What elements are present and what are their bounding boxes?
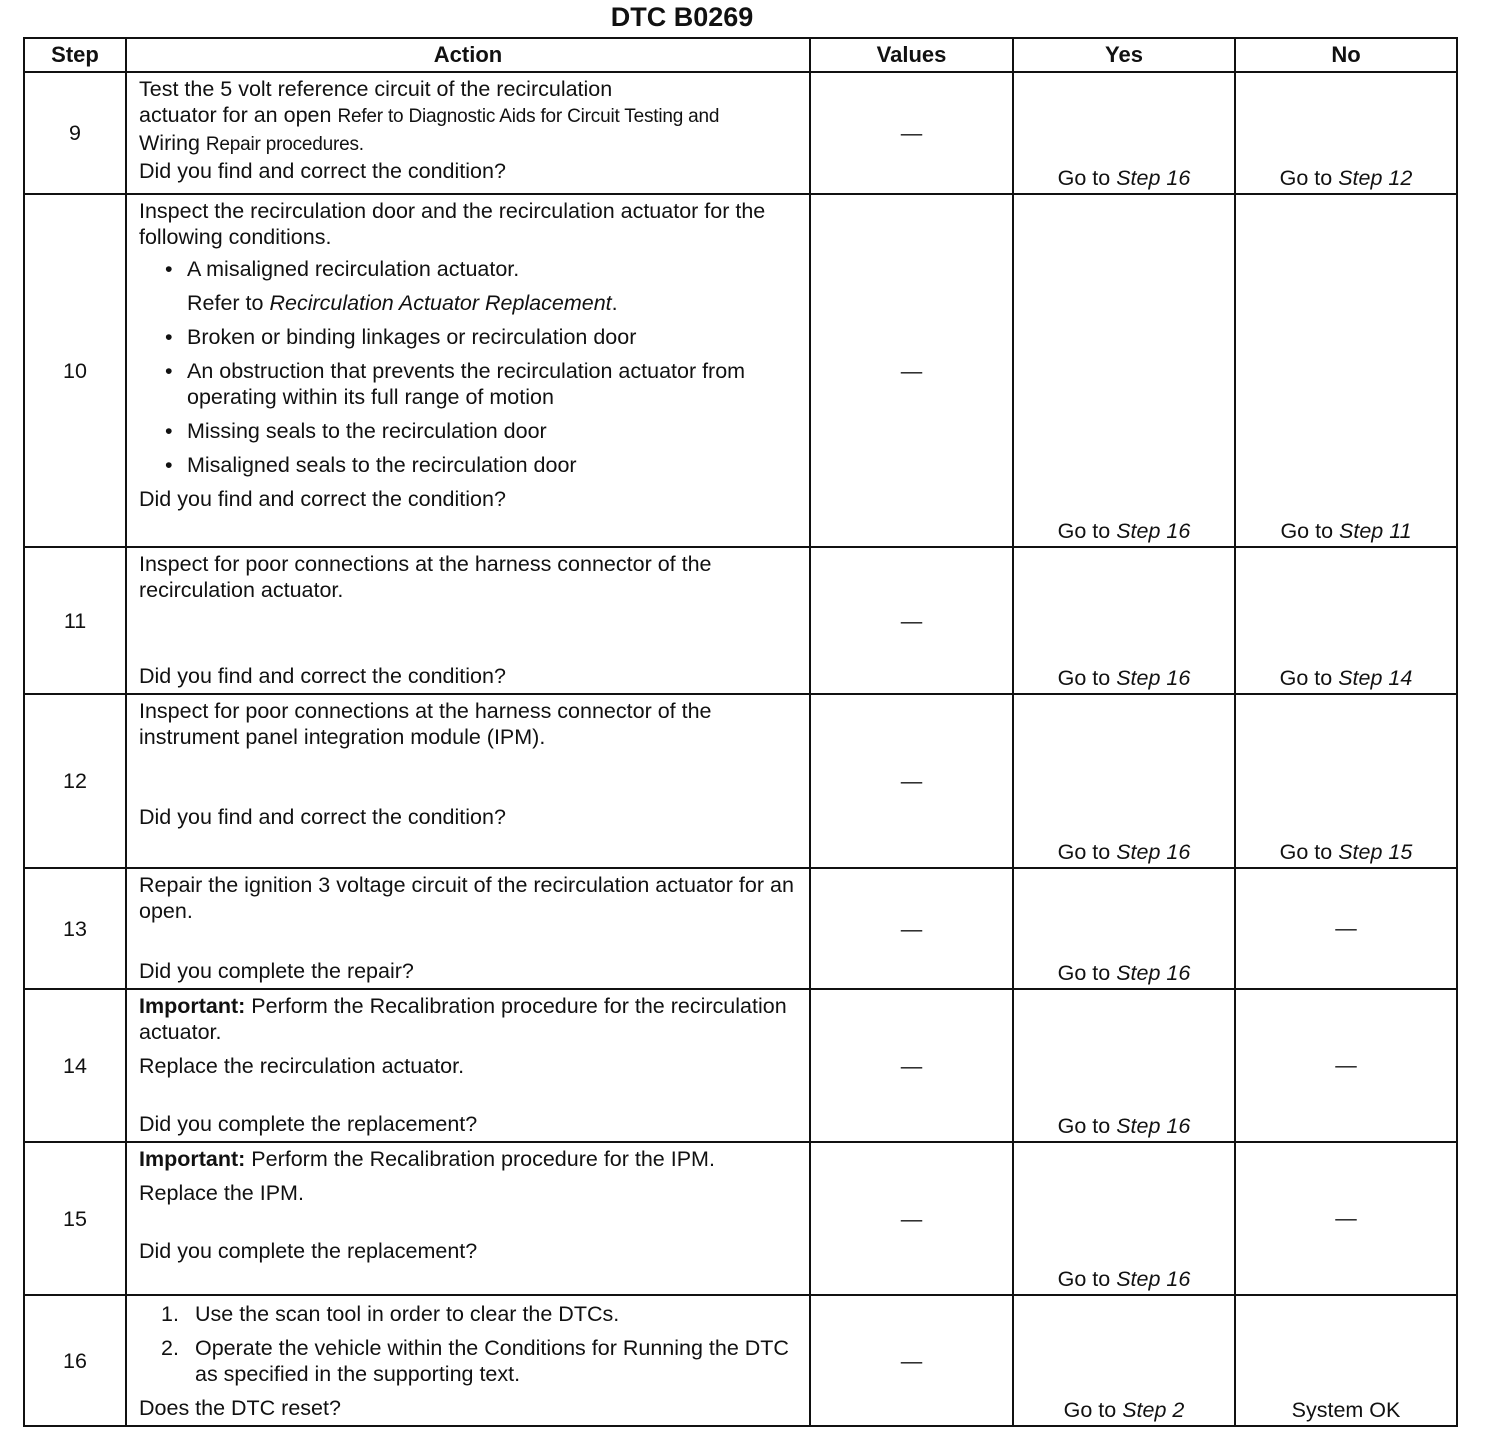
- action-text: actuator for an open: [139, 103, 332, 127]
- header-no: No: [1235, 38, 1457, 72]
- action-question: Does the DTC reset?: [139, 1396, 341, 1420]
- step-number: 16: [24, 1295, 126, 1426]
- header-action: Action: [126, 38, 810, 72]
- step-number: 11: [24, 547, 126, 694]
- procedure-list: [139, 1301, 803, 1387]
- action-question: Did you find and correct the condition?: [139, 664, 506, 688]
- yes-cell: [1013, 72, 1235, 194]
- goto-label: Go to: [1279, 666, 1333, 690]
- goto-step-ref: Step 12: [1338, 166, 1413, 190]
- goto-step-ref: Step 16: [1116, 840, 1191, 864]
- reference-title: Recirculation Actuator Replacement: [269, 291, 612, 315]
- action-text: Wiring: [139, 131, 200, 155]
- yes-cell: [1013, 1295, 1235, 1426]
- action-question: Did you find and correct the condition?: [139, 805, 506, 829]
- goto-label: Go to: [1280, 519, 1334, 543]
- values-cell: —: [810, 694, 1013, 868]
- goto-step-ref: Step 16: [1116, 519, 1191, 543]
- action-cell: [126, 194, 810, 547]
- action-text: Inspect for poor connections at the harness connector of the recirculation actuator.: [139, 552, 712, 602]
- list-item: • Broken or binding linkages or recirculation door: [161, 324, 803, 350]
- list-item: 1. Use the scan tool in order to clear the DTCs.: [161, 1302, 620, 1326]
- goto-step-ref: Step 16: [1116, 961, 1191, 985]
- header-yes: Yes: [1013, 38, 1235, 72]
- values-cell: —: [810, 194, 1013, 547]
- no-cell: —: [1235, 989, 1457, 1142]
- list-item: • An obstruction that prevents the recirculation actuator from operating within its full range of motion: [161, 358, 803, 410]
- yes-cell: [1013, 194, 1235, 547]
- step-number: 9: [24, 72, 126, 194]
- action-cell: [126, 868, 810, 989]
- values-cell: —: [810, 547, 1013, 694]
- table-row: [24, 72, 1457, 194]
- goto-label: Go to: [1279, 166, 1333, 190]
- header-row: [24, 38, 1457, 72]
- goto-step-ref: Step 11: [1339, 519, 1412, 543]
- list-item: 2. Operate the vehicle within the Conditions for Running the DTC as specified in the supporting text.: [161, 1336, 789, 1386]
- diagnostic-table: [23, 37, 1458, 1427]
- values-cell: —: [810, 868, 1013, 989]
- action-cell: [126, 1295, 810, 1426]
- action-text: Replace the IPM.: [139, 1181, 304, 1205]
- reference-prefix: Refer to: [187, 291, 264, 315]
- action-text: Replace the recirculation actuator.: [139, 1054, 465, 1078]
- goto-label: Go to: [1063, 1398, 1117, 1422]
- action-question: Did you find and correct the condition?: [139, 487, 506, 511]
- action-cell: [126, 989, 810, 1142]
- step-number: 12: [24, 694, 126, 868]
- yes-cell: [1013, 868, 1235, 989]
- action-question: Did you complete the replacement?: [139, 1112, 478, 1136]
- no-cell: [1235, 72, 1457, 194]
- no-cell: [1235, 547, 1457, 694]
- goto-label: Go to: [1279, 840, 1333, 864]
- action-cell: [126, 547, 810, 694]
- step-number: 10: [24, 194, 126, 547]
- table-row: [24, 1142, 1457, 1295]
- action-text: Inspect the recirculation door and the recirculation actuator for the following conditions.: [139, 199, 766, 249]
- action-text: Test the 5 volt reference circuit of the recirculation: [139, 77, 613, 101]
- header-values: Values: [810, 38, 1013, 72]
- goto-step-ref: Step 15: [1338, 840, 1413, 864]
- yes-cell: [1013, 547, 1235, 694]
- values-cell: —: [810, 1295, 1013, 1426]
- step-number: 13: [24, 868, 126, 989]
- values-cell: —: [810, 989, 1013, 1142]
- action-reference: Refer to Diagnostic Aids for Circuit Testing and: [337, 106, 720, 127]
- action-question: Did you complete the repair?: [139, 959, 414, 983]
- no-cell: System OK: [1235, 1295, 1457, 1426]
- goto-step-ref: Step 16: [1116, 166, 1191, 190]
- values-cell: —: [810, 72, 1013, 194]
- goto-label: Go to: [1057, 1114, 1111, 1138]
- table-row: [24, 868, 1457, 989]
- goto-step-ref: Step 14: [1338, 666, 1413, 690]
- table-row: [24, 989, 1457, 1142]
- action-cell: [126, 1142, 810, 1295]
- no-cell: —: [1235, 1142, 1457, 1295]
- no-cell: [1235, 194, 1457, 547]
- action-text: Inspect for poor connections at the harness connector of the instrument panel integration module (IPM).: [139, 699, 712, 749]
- action-question: Did you complete the replacement?: [139, 1239, 478, 1263]
- step-number: 14: [24, 989, 126, 1142]
- table-row: [24, 547, 1457, 694]
- goto-label: Go to: [1057, 166, 1111, 190]
- condition-list: [139, 256, 803, 478]
- step-number: 15: [24, 1142, 126, 1295]
- goto-label: Go to: [1057, 840, 1111, 864]
- goto-label: Go to: [1057, 1267, 1111, 1291]
- important-text: Perform the Recalibration procedure for the IPM.: [251, 1147, 715, 1171]
- yes-cell: [1013, 989, 1235, 1142]
- goto-step-ref: Step 16: [1116, 1267, 1191, 1291]
- list-item: • A misaligned recirculation actuator. Refer to Recirculation Actuator Replacement.: [161, 256, 803, 316]
- list-item: • Misaligned seals to the recirculation door: [161, 452, 803, 478]
- table-row: [24, 194, 1457, 547]
- no-cell: [1235, 694, 1457, 868]
- action-reference: Repair procedures.: [205, 134, 364, 155]
- action-text: Repair the ignition 3 voltage circuit of the recirculation actuator for an open.: [139, 873, 794, 923]
- goto-label: Go to: [1057, 519, 1111, 543]
- goto-label: Go to: [1057, 666, 1111, 690]
- important-label: Important:: [139, 1147, 246, 1171]
- yes-cell: [1013, 1142, 1235, 1295]
- goto-step-ref: Step 16: [1116, 1114, 1191, 1138]
- document-title: DTC B0269: [610, 2, 754, 32]
- table-row: [24, 1295, 1457, 1426]
- goto-step-ref: Step 2: [1122, 1398, 1185, 1422]
- values-cell: —: [810, 1142, 1013, 1295]
- table-row: [24, 694, 1457, 868]
- no-cell: —: [1235, 868, 1457, 989]
- important-text: Perform the Recalibration procedure for the recirculation actuator.: [139, 994, 787, 1044]
- action-cell: [126, 694, 810, 868]
- important-label: Important:: [139, 994, 246, 1018]
- header-step: Step: [24, 38, 126, 72]
- action-cell: [126, 72, 810, 194]
- list-item: • Missing seals to the recirculation door: [161, 418, 803, 444]
- goto-label: Go to: [1057, 961, 1111, 985]
- goto-step-ref: Step 16: [1116, 666, 1191, 690]
- action-question: Did you find and correct the condition?: [139, 159, 506, 183]
- yes-cell: [1013, 694, 1235, 868]
